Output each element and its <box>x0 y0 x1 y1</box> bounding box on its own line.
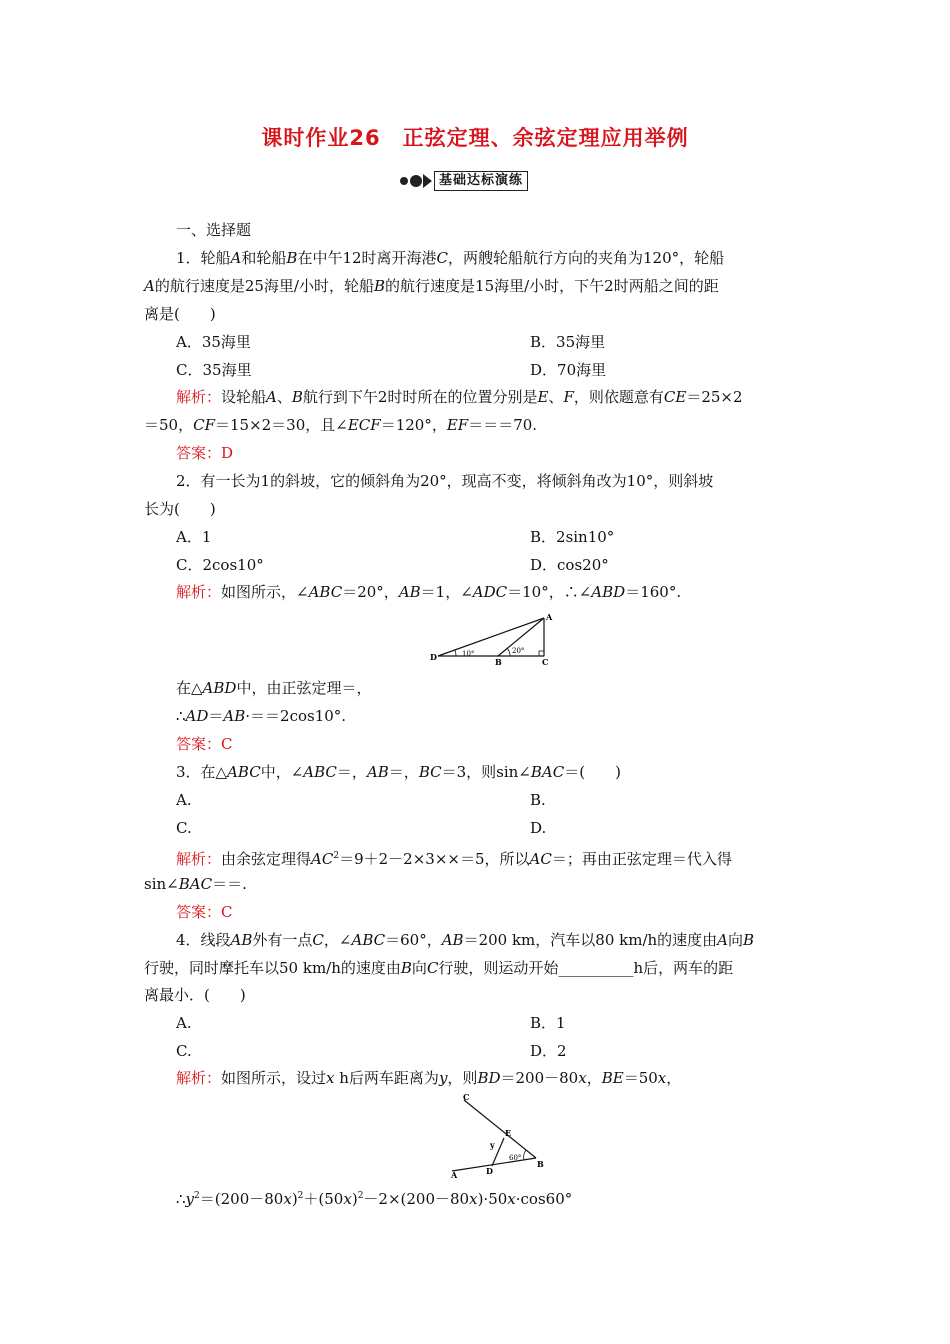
q4-solution-line1: 解析：如图所示，设过x h后两车距离为y，则BD＝200－80x，BE＝50x， <box>176 1069 682 1087</box>
q4-option-b: B．1 <box>530 1014 566 1032</box>
q2-option-d: D．cos20° <box>530 556 609 574</box>
q1-option-a: A．35海里 <box>176 333 251 351</box>
q4-option-d: D．2 <box>530 1042 567 1060</box>
q3-option-a: A. <box>176 791 192 809</box>
q3-solution-line2: sin∠BAC＝＝. <box>144 875 247 893</box>
q2-answer: 答案：C <box>176 735 233 753</box>
q2-solution-line2: 在△ABD中，由正弦定理＝， <box>176 679 372 697</box>
q1-line1: 1．轮船A和轮船B在中午12时离开海港C，两艘轮船航行方向的夹角为120°，轮船 <box>176 249 725 267</box>
point-label-d: D <box>486 1166 493 1176</box>
section-banner <box>400 170 528 192</box>
q4-line2: 行驶，同时摩托车以50 km/h的速度由B向C行驶，则运动开始__________h后，两车的距 <box>144 959 734 977</box>
banner-label: 基础达标演练 <box>434 171 528 191</box>
q4-line1: 4．线段AB外有一点C，∠ABC＝60°，AB＝200 km，汽车以80 km/h的速度由A向B <box>176 931 755 949</box>
q3-option-d: D. <box>530 819 547 837</box>
section-heading: 一、选择题 <box>176 221 252 239</box>
q3-option-b: B. <box>530 791 546 809</box>
point-label-c: C <box>542 657 549 666</box>
angle-label-60: 60° <box>509 1154 522 1162</box>
banner-arrow-icon <box>423 174 432 188</box>
q1-line3: 离是( ) <box>144 305 216 323</box>
page-title: 课时作业26 正弦定理、余弦定理应用举例 <box>261 126 689 150</box>
q1-option-b: B．35海里 <box>530 333 606 351</box>
q2-solution-line3: ∴AD＝AB·＝＝2cos10°. <box>176 707 347 725</box>
point-label-b: B <box>537 1159 544 1169</box>
q2-option-b: B．2sin10° <box>530 528 615 546</box>
point-label-c: C <box>463 1094 470 1102</box>
q2-line2: 长为( ) <box>144 500 216 518</box>
q2-line1: 2．有一长为1的斜坡，它的倾斜角为20°，现高不变，将倾斜角改为10°，则斜坡 <box>176 472 714 490</box>
q4-option-c: C. <box>176 1042 192 1060</box>
point-label-e: E <box>505 1128 512 1138</box>
q1-answer: 答案：D <box>176 444 234 462</box>
banner-dot-icon <box>400 177 408 185</box>
q1-solution-line2: ＝50，CF＝15×2＝30，且∠ECF＝120°，EF＝＝＝70. <box>144 416 538 434</box>
q3-answer: 答案：C <box>176 903 233 921</box>
slope-triangle-figure <box>428 610 558 666</box>
q1-option-d: D．70海里 <box>530 361 607 379</box>
q4-option-a: A. <box>176 1014 192 1032</box>
point-label-a: A <box>546 612 553 622</box>
point-label-b: B <box>495 657 502 666</box>
q4-line3: 离最小．( ) <box>144 986 246 1004</box>
q4-solution-line2: $\therefore y^2=(200-80x)^2+(50x)^2-2\times(200-80x)\cdot 50x\cdot\cos 60^\circ$ <box>176 1190 573 1208</box>
q3-line1: 3．在△ABC中，∠ABC＝，AB＝，BC＝3，则sin∠BAC＝( ) <box>176 763 621 781</box>
cars-distance-figure <box>446 1094 546 1180</box>
angle-label-20: 20° <box>512 647 525 655</box>
q1-solution-line1: 解析：设轮船A、B航行到下午2时时所在的位置分别是E、F，则依题意有CE＝25×2 <box>176 388 743 406</box>
q3-solution-line1: 解析：由余弦定理得$AC^2=9+2-2\times 3\times\times=5$，所以AC＝；再由正弦定理＝代入得 <box>176 850 732 868</box>
point-label-d: D <box>430 652 437 662</box>
q2-solution-line1: 解析：如图所示，∠ABC＝20°，AB＝1，∠ADC＝10°，∴∠ABD＝160°. <box>176 583 682 601</box>
q3-option-c: C. <box>176 819 192 837</box>
q2-option-c: C．2cos10° <box>176 556 264 574</box>
segment-label-y: y <box>490 1140 495 1150</box>
banner-dot-icon <box>410 175 422 187</box>
angle-label-10: 10° <box>462 650 475 658</box>
answer-blank: __________ <box>558 959 634 977</box>
point-label-a: A <box>451 1170 458 1180</box>
q1-option-c: C．35海里 <box>176 361 252 379</box>
q2-option-a: A．1 <box>176 528 212 546</box>
q1-line2: A的航行速度是25海里/小时，轮船B的航行速度是15海里/小时，下午2时两船之间的距 <box>144 277 719 295</box>
